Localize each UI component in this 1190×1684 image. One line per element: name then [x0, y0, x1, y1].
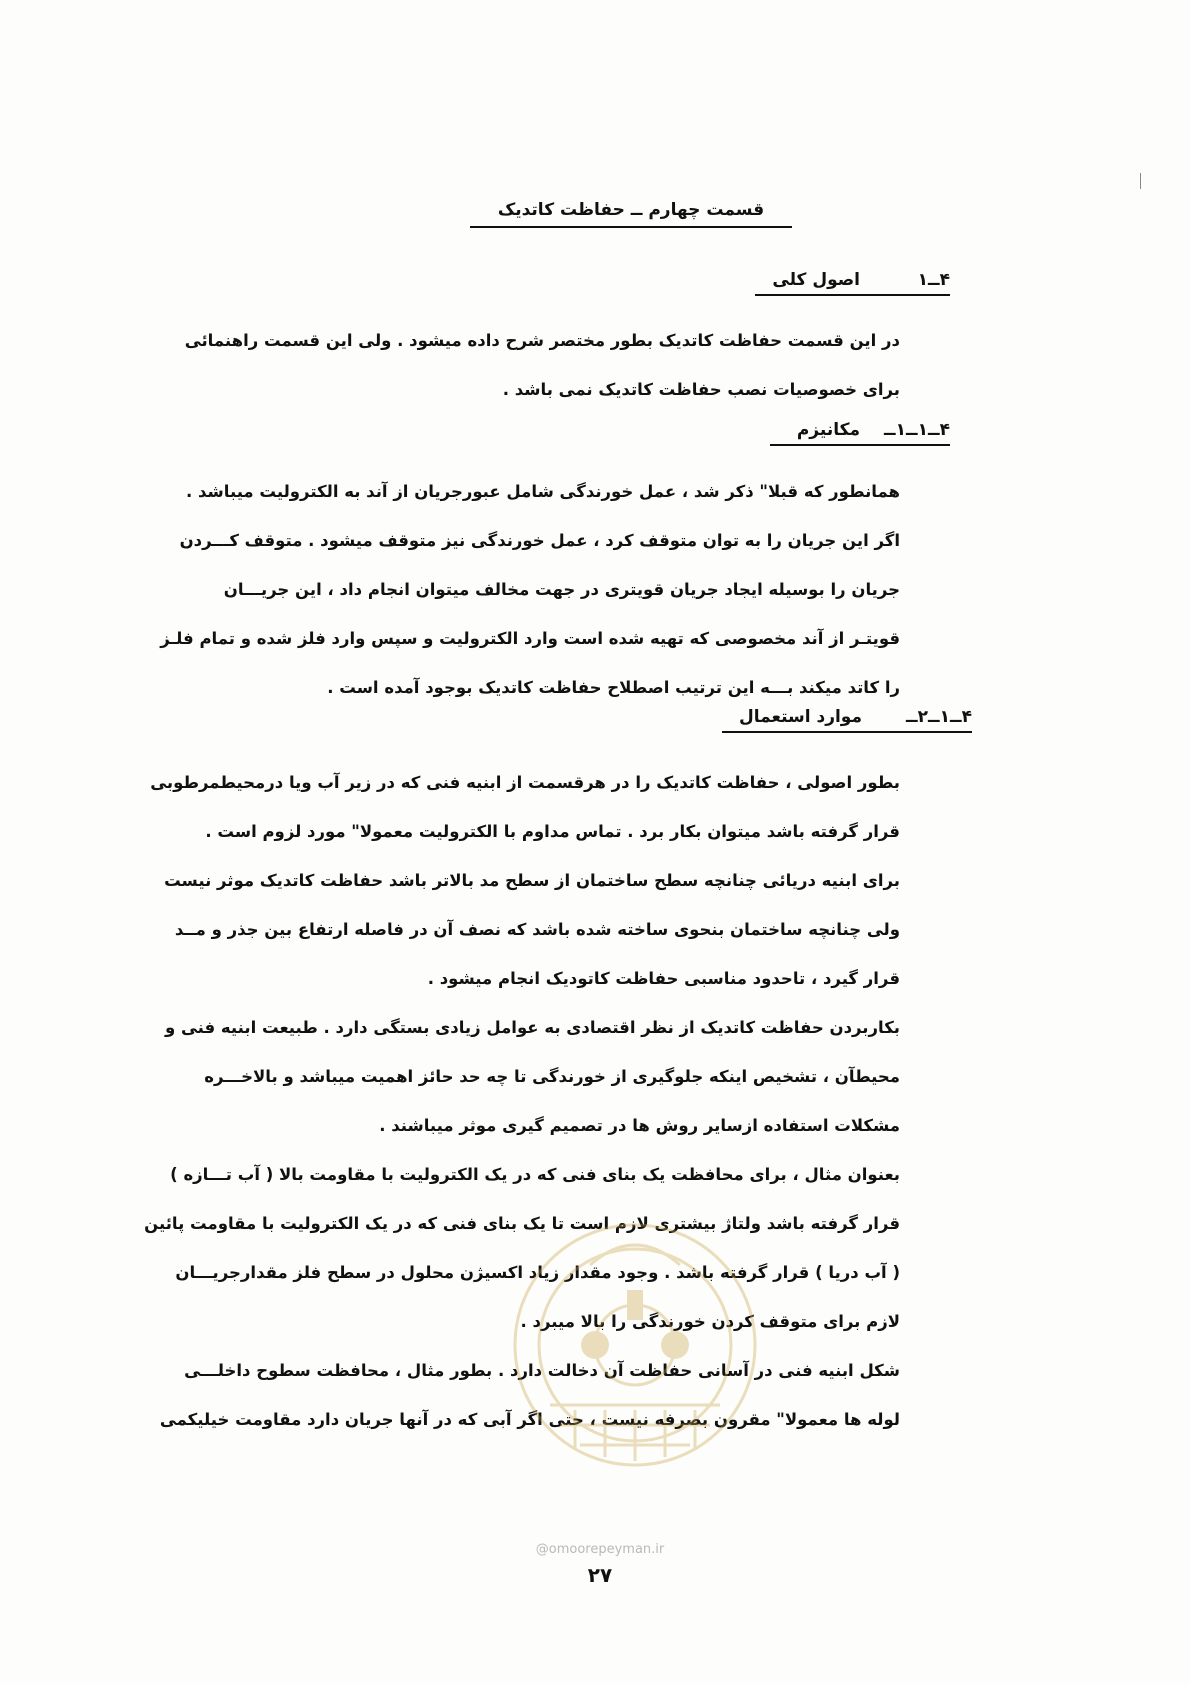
- text-line: برای خصوصیات نصب حفاظت کاتدیک نمی باشد .: [502, 380, 900, 399]
- section-name: موارد استعمال: [738, 707, 862, 727]
- scan-mark: [1140, 173, 1147, 189]
- section-number: ۴ــ۱ــ۱ــ: [883, 420, 950, 440]
- section-heading-general: [755, 270, 950, 296]
- text-line: مشکلات استفاده ازسایر روش ها در تصمیم گیری موثر میباشند .: [379, 1116, 900, 1135]
- text-line: اگر این جریان را به توان متوقف کرد ، عمل خورندگی نیز متوقف میشود . متوقف کـــردن: [179, 531, 900, 550]
- chapter-title: قسمت چهارم ــ حفاظت کاتدیک: [470, 200, 792, 228]
- text-line: ( آب دریا ) قرار گرفته باشد . وجود مقدار زیاد اکسیژن محلول در سطح فلز مقدارجریـــان: [175, 1263, 900, 1282]
- section-heading-mechanism: [770, 420, 950, 446]
- section-heading-usage: [722, 707, 972, 733]
- text-line: قرار گیرد ، تاحدود مناسبی حفاظت کاتودیک انجام میشود .: [427, 969, 900, 988]
- text-line: محیطآن ، تشخیص اینکه جلوگیری از خورندگی تا چه حد حائز اهمیت میباشد و بالاخـــره: [204, 1067, 900, 1086]
- text-line: لازم برای متوقف کردن خورندگی را بالا میبرد .: [520, 1312, 900, 1331]
- text-line: در این قسمت حفاظت کاتدیک بطور مختصر شرح داده میشود . ولی این قسمت راهنمائی: [184, 331, 900, 350]
- text-line: را کاتد میکند بـــه این ترتیب اصطلاح حفاظت کاتدیک بوجود آمده است .: [327, 678, 900, 697]
- text-line: قویتـر از آند مخصوصی که تهیه شده است وارد الکترولیت و سپس وارد فلز شده و تمام فلـز: [160, 629, 900, 648]
- text-line: جریان را بوسیله ایجاد جریان قویتری در جهت مخالف میتوان انجام داد ، این جریـــان: [223, 580, 900, 599]
- section-name: اصول کلی: [772, 270, 860, 290]
- text-line: شکل ابنیه فنی در آسانی حفاظت آن دخالت دارد . بطور مثال ، محافظت سطوح داخلـــی: [184, 1361, 900, 1380]
- intro-paragraph: [135, 316, 900, 414]
- text-line: قرار گرفته باشد ولتاژ بیشتری لازم است تا یک بنای فنی که در یک الکترولیت با مقاومت پائین: [144, 1214, 900, 1233]
- text-line: بکاربردن حفاظت کاتدیک از نظر اقتصادی به عوامل زیادی بستگی دارد . طبیعت ابنیه فنی و: [164, 1018, 900, 1037]
- section-number: ۴ــ۱ــ۲ــ: [905, 707, 972, 727]
- watermark-text: @omoorepeyman.ir: [535, 1542, 665, 1557]
- watermark-seal-icon: [490, 1195, 780, 1505]
- text-line: برای ابنیه دریائی چنانچه سطح ساختمان از سطح مد بالاتر باشد حفاظت کاتدیک موثر نیست: [164, 871, 900, 890]
- text-line: بطور اصولی ، حفاظت کاتدیک را در هرقسمت از ابنیه فنی که در زیر آب ویا درمحیطمرطوبی: [150, 773, 900, 792]
- mechanism-paragraph: [135, 467, 900, 712]
- text-line: همانطور که قبلا" ذکر شد ، عمل خورندگی شامل عبورجریان از آند به الکترولیت میباشد .: [186, 482, 900, 501]
- section-name: مکانیزم: [796, 420, 860, 440]
- text-line: قرار گرفته باشد میتوان بکار برد . تماس مداوم با الکترولیت معمولا" مورد لزوم است .: [205, 822, 900, 841]
- section-number: ۴ــ۱: [917, 270, 950, 290]
- text-line: ولی چنانچه ساختمان بنحوی ساخته شده باشد که نصف آن در فاصله ارتفاع بین جذر و مــد: [174, 920, 900, 939]
- text-line: بعنوان مثال ، برای محافظت یک بنای فنی که در یک الکترولیت با مقاومت بالا ( آب تـــازه ): [170, 1165, 900, 1184]
- page-number: ۲۷: [587, 1563, 613, 1587]
- text-line: لوله ها معمولا" مقرون بصرفه نیست ، حتی اگر آبی که در آنها جریان دارد مقاومت خیلیکمی: [159, 1410, 900, 1429]
